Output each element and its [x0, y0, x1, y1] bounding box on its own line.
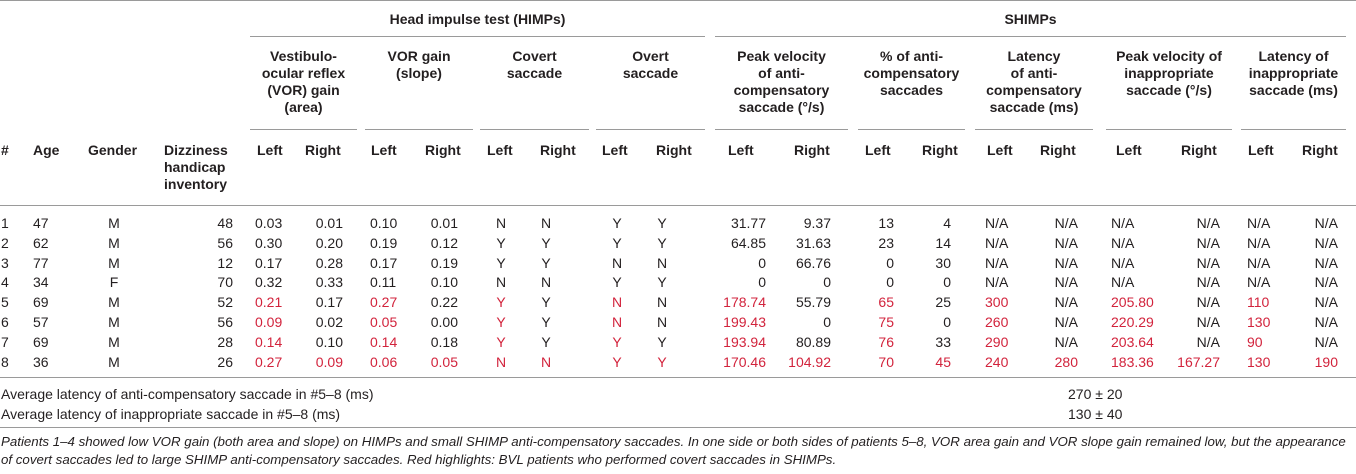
cell-dhi: 48: [217, 215, 233, 231]
cell-vor-slope-right: 0.12: [430, 234, 458, 251]
cell-covert-right: N: [540, 274, 552, 291]
subheader-peak-velocity-anti: Peak velocity of anti- compensatory saccade (°/s): [733, 48, 830, 115]
cell-covert-right: Y: [541, 234, 551, 251]
cell-vor-slope-right: 0.00: [430, 314, 458, 330]
cell-overt-right: N: [656, 254, 668, 271]
cell-covert-left: N: [495, 215, 507, 231]
cell-pct-anti-left: 75: [878, 314, 894, 330]
cell-gender: M: [108, 254, 120, 271]
cell-pv-anti-left: 0: [758, 274, 766, 291]
table-top-rule: [0, 0, 1356, 1]
cell-pv-anti-left: 178.74: [723, 294, 766, 311]
cell-covert-right: N: [540, 215, 552, 231]
cell-age: 62: [33, 234, 49, 251]
col-header-right: Right: [425, 142, 461, 158]
cell-pv-anti-right: 0: [823, 274, 831, 291]
cell-lat-anti-right: N/A: [1054, 254, 1078, 271]
cell-pct-anti-left: 0: [886, 254, 894, 271]
cell-lat-inap-right: 190: [1314, 353, 1338, 370]
subheader-rule: [480, 129, 589, 130]
cell-vor-area-left: 0.30: [255, 234, 283, 251]
cell-gender: F: [109, 274, 119, 291]
cell-pv-inap-right: N/A: [1196, 215, 1220, 231]
cell-age: 77: [33, 254, 49, 271]
cell-lat-anti-right: N/A: [1054, 234, 1078, 251]
subheader-peak-velocity-inappropriate: Peak velocity of inappropriate saccade (°/s): [1116, 48, 1222, 98]
subheader-rule: [715, 129, 848, 130]
cell-number: 7: [1, 333, 9, 350]
subheader-rule: [858, 129, 965, 130]
cell-lat-anti-left: 260: [985, 314, 1009, 330]
cell-vor-slope-right: 0.18: [430, 333, 458, 350]
summary-value-anti: 270 ± 20: [1068, 386, 1123, 402]
subheader-rule: [1106, 129, 1232, 130]
cell-overt-left: Y: [612, 274, 622, 291]
cell-lat-anti-left: N/A: [985, 254, 1009, 271]
cell-lat-inap-left: N/A: [1247, 234, 1271, 251]
col-header-left: Left: [1116, 142, 1142, 158]
col-header-left: Left: [865, 142, 891, 158]
subheader-rule: [596, 129, 705, 130]
cell-pv-inap-left: 205.80: [1111, 294, 1154, 311]
col-header-right: Right: [540, 142, 576, 158]
cell-pv-anti-right: 31.63: [795, 234, 831, 251]
cell-gender: M: [108, 353, 120, 370]
cell-vor-slope-left: 0.10: [370, 215, 398, 231]
cell-dhi: 56: [217, 314, 233, 330]
cell-overt-right: Y: [657, 353, 667, 370]
summary-bottom-rule: [0, 427, 1356, 428]
subheader-rule: [1241, 129, 1346, 130]
cell-vor-slope-right: 0.22: [430, 294, 458, 311]
cell-covert-left: Y: [496, 234, 506, 251]
cell-pct-anti-right: 30: [935, 254, 951, 271]
cell-overt-right: N: [656, 294, 668, 311]
subheader-vor-slope: VOR gain (slope): [387, 48, 451, 81]
cell-pct-anti-right: 4: [943, 215, 951, 231]
table-footnote: Patients 1–4 showed low VOR gain (both area and slope) on HIMPs and small SHIMP anti-compensatory saccades. In one side or both sides of patients 5–8, VOR area gain and VOR slope gain remained low, but the appearance of covert saccades led to large SHIMP anti-compensatory saccades. Red highlights: BVL patients who performed covert saccades in SHIMPs.: [1, 434, 1346, 468]
cell-pv-anti-left: 31.77: [730, 215, 766, 231]
cell-covert-right: N: [540, 353, 552, 370]
cell-dhi: 52: [217, 294, 233, 311]
subheader-rule: [250, 129, 357, 130]
cell-age: 69: [33, 294, 49, 311]
cell-lat-inap-left: 110: [1247, 294, 1270, 311]
cell-lat-inap-left: 130: [1247, 314, 1271, 330]
cell-vor-slope-left: 0.17: [370, 254, 398, 271]
cell-pv-inap-right: 167.27: [1177, 353, 1220, 370]
cell-pv-inap-left: N/A: [1111, 254, 1135, 271]
cell-lat-anti-right: 280: [1054, 353, 1078, 370]
col-header-gender: Gender: [88, 142, 138, 158]
cell-vor-area-left: 0.14: [255, 333, 283, 350]
subheader-rule: [365, 129, 473, 130]
cell-gender: M: [108, 234, 120, 251]
cell-lat-anti-right: N/A: [1054, 314, 1078, 330]
col-header-dizziness-handicap-inventory: Dizziness handicap inventory: [164, 142, 228, 192]
cell-pv-anti-left: 170.46: [723, 353, 766, 370]
cell-pv-anti-right: 66.76: [795, 254, 831, 271]
cell-vor-area-right: 0.02: [315, 314, 343, 330]
cell-pct-anti-left: 23: [878, 234, 894, 251]
cell-age: 36: [33, 353, 49, 370]
cell-pv-inap-right: N/A: [1196, 254, 1220, 271]
cell-vor-slope-right: 0.05: [430, 353, 458, 370]
cell-lat-anti-left: N/A: [985, 274, 1009, 291]
cell-pv-inap-left: N/A: [1111, 234, 1135, 251]
cell-number: 6: [1, 314, 9, 330]
cell-overt-left: Y: [612, 333, 622, 350]
cell-pv-inap-left: 203.64: [1111, 333, 1154, 350]
cell-overt-right: Y: [657, 274, 667, 291]
cell-dhi: 26: [217, 353, 233, 370]
cell-vor-area-left: 0.27: [255, 353, 283, 370]
cell-pct-anti-left: 76: [878, 333, 894, 350]
cell-lat-anti-left: N/A: [985, 234, 1009, 251]
cell-pv-inap-right: N/A: [1196, 294, 1220, 311]
cell-number: 2: [1, 234, 9, 251]
cell-pv-inap-right: N/A: [1196, 314, 1220, 330]
cell-lat-anti-right: N/A: [1054, 294, 1078, 311]
cell-number: 8: [1, 353, 9, 370]
summary-value-inappropriate: 130 ± 40: [1068, 406, 1123, 422]
col-header-left: Left: [1248, 142, 1274, 158]
group-header-himps: Head impulse test (HIMPs): [389, 11, 566, 27]
cell-overt-left: Y: [612, 215, 622, 231]
subheader-vor-area: Vestibulo- ocular reflex (VOR) gain (area): [261, 48, 346, 115]
cell-pv-anti-left: 199.43: [723, 314, 766, 330]
cell-pv-inap-left: N/A: [1111, 215, 1135, 231]
col-header-left: Left: [371, 142, 397, 158]
cell-overt-left: Y: [612, 234, 622, 251]
col-header-left: Left: [487, 142, 513, 158]
cell-pv-inap-right: N/A: [1196, 274, 1220, 291]
cell-pct-anti-right: 0: [943, 274, 951, 291]
cell-vor-area-left: 0.32: [255, 274, 283, 291]
cell-pv-anti-right: 0: [823, 314, 831, 330]
cell-vor-slope-right: 0.01: [430, 215, 458, 231]
cell-overt-right: N: [656, 314, 668, 330]
cell-vor-slope-left: 0.19: [370, 234, 398, 251]
subheader-latency-anti: Latency of anti- compensatory saccade (ms): [986, 48, 1082, 115]
col-header-left: Left: [728, 142, 754, 158]
cell-covert-left: N: [495, 274, 507, 291]
cell-gender: M: [108, 294, 120, 311]
cell-covert-right: Y: [541, 294, 551, 311]
col-header-left: Left: [987, 142, 1013, 158]
cell-vor-area-left: 0.03: [255, 215, 283, 231]
cell-covert-left: Y: [496, 254, 506, 271]
cell-number: 4: [1, 274, 9, 291]
cell-number: 5: [1, 294, 9, 311]
cell-pv-anti-left: 64.85: [730, 234, 766, 251]
cell-dhi: 56: [217, 234, 233, 251]
cell-age: 69: [33, 333, 49, 350]
subheader-percent-anti: % of anti- compensatory saccades: [863, 48, 960, 98]
cell-lat-anti-left: 240: [985, 353, 1009, 370]
cell-pct-anti-left: 70: [878, 353, 894, 370]
cell-covert-right: Y: [541, 314, 551, 330]
col-header-right: Right: [656, 142, 692, 158]
cell-vor-slope-left: 0.05: [370, 314, 398, 330]
cell-vor-area-left: 0.09: [255, 314, 283, 330]
cell-pct-anti-left: 65: [878, 294, 894, 311]
cell-vor-slope-right: 0.10: [430, 274, 458, 291]
subheader-covert: Covert saccade: [506, 48, 563, 81]
cell-age: 34: [33, 274, 49, 291]
cell-vor-slope-left: 0.14: [370, 333, 398, 350]
cell-gender: M: [108, 314, 120, 330]
cell-pct-anti-right: 0: [943, 314, 951, 330]
cell-pct-anti-right: 45: [935, 353, 951, 370]
cell-vor-slope-right: 0.19: [430, 254, 458, 271]
cell-age: 57: [33, 314, 49, 330]
cell-overt-right: Y: [657, 333, 667, 350]
cell-pv-inap-left: N/A: [1111, 274, 1135, 291]
col-header-number: #: [1, 142, 9, 158]
col-header-age: Age: [33, 142, 60, 158]
cell-pv-inap-right: N/A: [1196, 234, 1220, 251]
cell-pv-inap-left: 183.36: [1111, 353, 1154, 370]
cell-lat-anti-right: N/A: [1054, 274, 1078, 291]
cell-overt-left: N: [611, 254, 623, 271]
cell-pv-anti-right: 104.92: [788, 353, 831, 370]
cell-lat-anti-left: 300: [985, 294, 1009, 311]
col-header-right: Right: [305, 142, 341, 158]
cell-overt-left: N: [611, 314, 623, 330]
cell-pct-anti-right: 33: [935, 333, 951, 350]
cell-pv-inap-left: 220.29: [1111, 314, 1154, 330]
cell-lat-inap-right: N/A: [1314, 254, 1338, 271]
cell-lat-inap-left: 90: [1247, 333, 1263, 350]
cell-vor-slope-left: 0.11: [370, 274, 397, 291]
cell-lat-inap-right: N/A: [1314, 333, 1338, 350]
cell-pv-anti-left: 193.94: [723, 333, 766, 350]
cell-lat-inap-right: N/A: [1314, 294, 1338, 311]
shimps-underline: [715, 36, 1346, 37]
cell-pv-inap-right: N/A: [1196, 333, 1220, 350]
cell-vor-area-right: 0.09: [315, 353, 343, 370]
summary-label-inappropriate: Average latency of inappropriate saccade in #5–8 (ms): [1, 406, 341, 422]
cell-lat-inap-left: N/A: [1247, 215, 1271, 231]
cell-vor-slope-left: 0.06: [370, 353, 398, 370]
cell-lat-inap-right: N/A: [1314, 215, 1338, 231]
subheader-overt: Overt saccade: [622, 48, 679, 81]
himps-underline: [250, 36, 705, 37]
cell-vor-area-right: 0.17: [315, 294, 343, 311]
col-header-right: Right: [1302, 142, 1338, 158]
cell-lat-anti-left: 290: [985, 333, 1009, 350]
cell-pv-anti-left: 0: [758, 254, 766, 271]
cell-pv-anti-right: 80.89: [795, 333, 831, 350]
cell-lat-inap-left: 130: [1247, 353, 1271, 370]
col-header-left: Left: [257, 142, 283, 158]
cell-overt-right: Y: [657, 215, 667, 231]
cell-overt-left: N: [611, 294, 623, 311]
cell-vor-area-right: 0.10: [315, 333, 343, 350]
col-header-right: Right: [922, 142, 958, 158]
cell-pct-anti-right: 14: [935, 234, 951, 251]
cell-pct-anti-left: 13: [878, 215, 894, 231]
cell-number: 1: [1, 215, 9, 231]
cell-gender: M: [108, 333, 120, 350]
cell-number: 3: [1, 254, 9, 271]
subheader-latency-inappropriate: Latency of inappropriate saccade (ms): [1248, 48, 1339, 98]
cell-dhi: 12: [217, 254, 233, 271]
group-header-shimps: SHIMPs: [1004, 11, 1057, 27]
cell-vor-area-left: 0.21: [255, 294, 283, 311]
cell-lat-anti-left: N/A: [985, 215, 1009, 231]
cell-lat-inap-left: N/A: [1247, 274, 1271, 291]
cell-pv-anti-right: 9.37: [803, 215, 831, 231]
cell-covert-left: N: [495, 353, 507, 370]
cell-vor-area-right: 0.01: [315, 215, 343, 231]
cell-lat-anti-right: N/A: [1054, 333, 1078, 350]
cell-dhi: 70: [217, 274, 233, 291]
col-header-right: Right: [1181, 142, 1217, 158]
cell-overt-left: Y: [612, 353, 622, 370]
summary-label-anti: Average latency of anti-compensatory saccade in #5–8 (ms): [1, 386, 374, 402]
cell-lat-anti-right: N/A: [1054, 215, 1078, 231]
cell-pct-anti-left: 0: [886, 274, 894, 291]
cell-vor-area-right: 0.28: [315, 254, 343, 271]
cell-overt-right: Y: [657, 234, 667, 251]
cell-lat-inap-right: N/A: [1314, 234, 1338, 251]
cell-gender: M: [108, 215, 120, 231]
cell-covert-left: Y: [496, 333, 506, 350]
col-header-left: Left: [602, 142, 628, 158]
cell-pv-anti-right: 55.79: [795, 294, 831, 311]
cell-lat-inap-right: N/A: [1314, 274, 1338, 291]
cell-covert-right: Y: [541, 254, 551, 271]
cell-vor-area-right: 0.20: [315, 234, 343, 251]
col-header-right: Right: [1040, 142, 1076, 158]
subheader-rule: [975, 129, 1093, 130]
cell-lat-inap-left: N/A: [1247, 254, 1271, 271]
header-bottom-rule: [0, 205, 1356, 206]
body-bottom-rule: [0, 377, 1356, 378]
cell-vor-area-left: 0.17: [255, 254, 283, 271]
cell-dhi: 28: [217, 333, 233, 350]
cell-vor-area-right: 0.33: [315, 274, 343, 291]
cell-covert-left: Y: [496, 294, 506, 311]
cell-lat-inap-right: N/A: [1314, 314, 1338, 330]
cell-covert-right: Y: [541, 333, 551, 350]
cell-vor-slope-left: 0.27: [370, 294, 398, 311]
cell-covert-left: Y: [496, 314, 506, 330]
col-header-right: Right: [794, 142, 830, 158]
cell-age: 47: [33, 215, 49, 231]
cell-pct-anti-right: 25: [935, 294, 951, 311]
